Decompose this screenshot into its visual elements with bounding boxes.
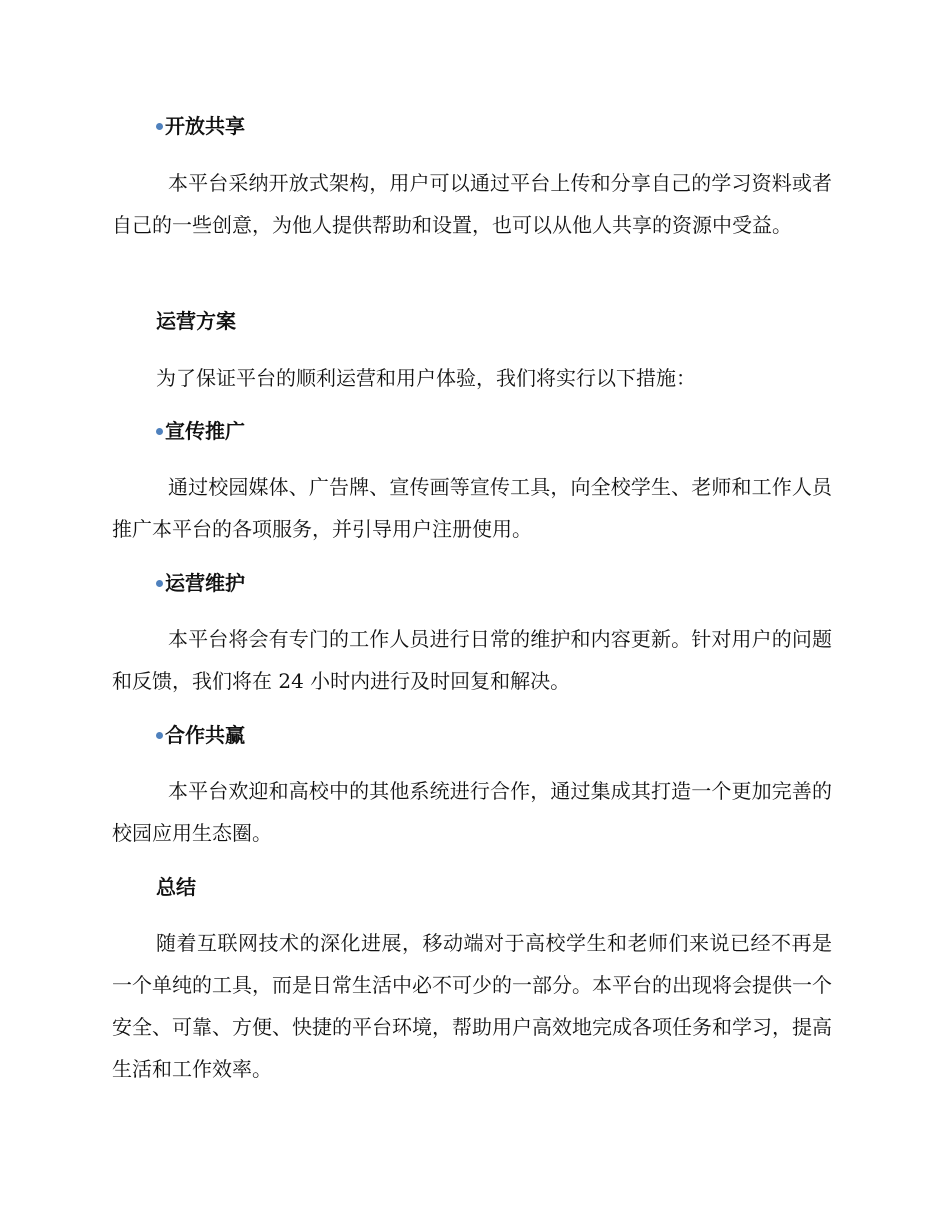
paragraph-open-sharing: 本平台采纳开放式架构，用户可以通过平台上传和分享自己的学习资料或者自己的一些创意，为他人提供帮助和设置，也可以从他人共享的资源中受益。 <box>112 171 832 237</box>
section-heading-summary: 总结 <box>156 875 196 899</box>
bullet-dot-icon <box>156 580 163 587</box>
section-heading-promotion <box>156 417 245 445</box>
heading-text: 合作共赢 <box>165 723 245 747</box>
section-heading-maintenance <box>156 569 245 597</box>
heading-text: 开放共享 <box>165 114 245 138</box>
paragraph-maintenance: 本平台将会有专门的工作人员进行日常的维护和内容更新。针对用户的问题和反馈，我们将在 24 小时内进行及时回复和解决。 <box>112 627 832 693</box>
bullet-dot-icon <box>156 732 163 739</box>
bullet-dot-icon <box>156 123 163 130</box>
heading-text: 运营维护 <box>165 571 245 595</box>
bullet-dot-icon <box>156 428 163 435</box>
section-heading-operation-plan: 运营方案 <box>156 309 236 333</box>
paragraph-promotion: 通过校园媒体、广告牌、宣传画等宣传工具，向全校学生、老师和工作人员推广本平台的各项服务，并引导用户注册使用。 <box>112 475 832 541</box>
paragraph-summary: 随着互联网技术的深化进展，移动端对于高校学生和老师们来说已经不再是一个单纯的工具，而是日常生活中必不可少的一部分。本平台的出现将会提供一个安全、可靠、方便、快捷的平台环境，帮助用户高效地完成各项任务和学习，提高生活和工作效率。 <box>112 931 832 1081</box>
paragraph-cooperation: 本平台欢迎和高校中的其他系统进行合作，通过集成其打造一个更加完善的校园应用生态圈。 <box>112 779 832 845</box>
heading-text: 宣传推广 <box>165 419 245 443</box>
paragraph-operation-plan: 为了保证平台的顺利运营和用户体验，我们将实行以下措施： <box>156 366 696 390</box>
section-heading-open-sharing <box>156 112 245 140</box>
section-heading-cooperation <box>156 721 245 749</box>
